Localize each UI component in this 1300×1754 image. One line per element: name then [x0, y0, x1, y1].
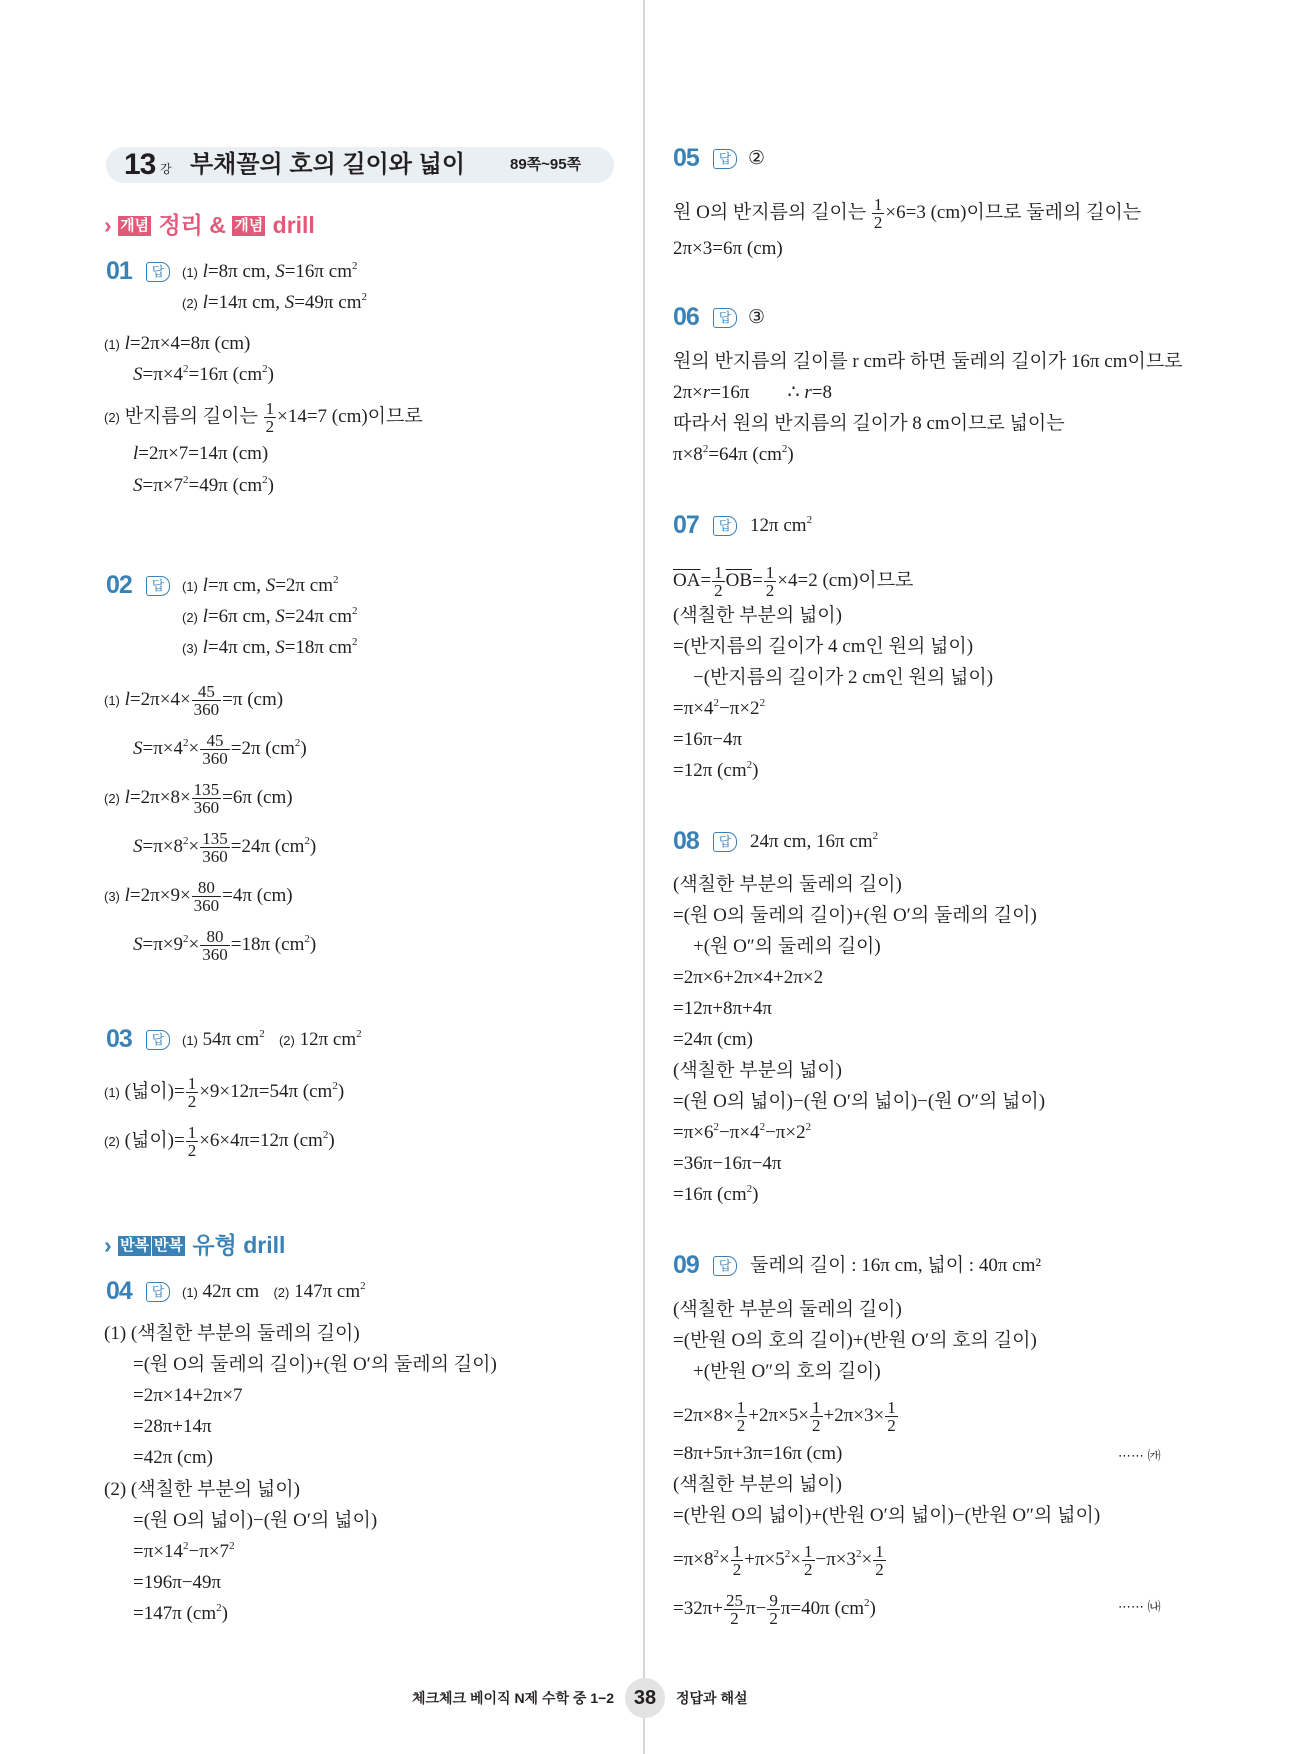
solution-line: $S=\pi\times 4^2\times$ $\frac{45}{360}$ =2π $(cm^2)$ [133, 731, 307, 768]
solution-line: =(원 O의 둘레의 길이)+(원 O′의 둘레의 길이) [133, 1354, 497, 1375]
problem-number: 06 [673, 303, 699, 331]
solution-line: =36π−16π−4π [673, 1153, 782, 1174]
solution-line: (색칠한 부분의 둘레의 길이) [673, 1299, 902, 1320]
lesson-unit: 강 [160, 162, 172, 176]
answer-label: 답 [713, 149, 737, 169]
footer-book-title: 체크체크 베이직 N제 수학 중 1−2 [412, 1690, 615, 1706]
solution-line: =12π $(cm^2)$ [673, 759, 759, 781]
solution-line: (1) l=2π×4=8π (cm) [104, 333, 251, 354]
solution-line: $\overline{OA}=$ $\frac{1}{2}$ $\overline{OB}=$ $\frac{1}{2}$ ×4=2 (cm)이므로 [673, 563, 914, 600]
section-word: 유형 [192, 1232, 237, 1258]
answer-label: 답 [146, 262, 170, 282]
solution-line: $=\pi\times 6^2-\pi\times 4^2-\pi\times 2^2$ [673, 1121, 812, 1143]
solution-line: =42π (cm) [133, 1447, 213, 1468]
solution-line: +(반원 O″의 호의 길이) [693, 1361, 881, 1382]
concept-box: 개념 [120, 217, 150, 234]
solution-line: =32π+ $\frac{25}{2}$ π− $\frac{9}{2}$ π=40π $(cm^2)$ [673, 1591, 876, 1628]
problem-number: 07 [673, 511, 699, 539]
answer-line: (3) l=4π cm, S=18π $cm^2$ [182, 636, 358, 658]
answer-line: 12π $cm^2$ [750, 514, 813, 536]
label-ga: ⋯⋯ ㈎ [1118, 1448, 1161, 1463]
solution-line: $S=\pi\times 9^2\times$ $\frac{80}{360}$ =18π $(cm^2)$ [133, 927, 317, 964]
section-word: drill [272, 212, 315, 238]
section-heading-concept [104, 210, 315, 240]
answer-line: 둘레의 길이 : 16π cm, 넓이 : 40π cm² [750, 1255, 1042, 1276]
solution-line: (3) l=2π×9× $\frac{80}{360}$ =4π (cm) [104, 878, 293, 915]
solution-line: +(원 O″의 둘레의 길이) [693, 936, 881, 957]
answer-label: 답 [713, 832, 737, 852]
solution-line: =2π×8× $\frac{1}{2}$ +2π×5× $\frac{1}{2}$ +2π×3× $\frac{1}{2}$ [673, 1398, 896, 1435]
answer-label: 답 [146, 1030, 170, 1050]
problem-number: 05 [673, 144, 699, 172]
solution-line: =24π (cm) [673, 1029, 753, 1050]
section-word: 정리 [158, 212, 203, 238]
answer-line: (1) 42π cm (2) 147π $cm^2$ [182, 1280, 366, 1302]
solution-line: (2) 반지름의 길이는 $\frac{1}{2}$ ×14=7 (cm)이므로 [104, 399, 423, 436]
solution-line: 원 O의 반지름의 길이는 $\frac{1}{2}$ ×6=3 (cm)이므로 둘레의 길이는 [673, 195, 1142, 232]
chevron-right-icon: › [104, 1232, 112, 1258]
solution-line: (2) l=2π×8× $\frac{135}{360}$ =6π (cm) [104, 780, 293, 817]
section-word: drill [243, 1232, 286, 1258]
solution-line: =28π+14π [133, 1416, 212, 1437]
solution-line: $S=\pi\times 7^2=49\pi$ $(cm^2)$ [133, 474, 274, 496]
solution-line: $S=\pi\times 4^2=16\pi$ $(cm^2)$ [133, 363, 274, 385]
solution-line: 2π×r=16π ∴ r=8 [673, 382, 832, 403]
solution-line: (2) (넓이)= $\frac{1}{2}$ ×6×4π=12π $(cm^2)$ [104, 1123, 335, 1160]
repeat-box: 반복 [120, 1237, 150, 1254]
solution-line: =(반지름의 길이가 4 cm인 원의 넓이) [673, 636, 974, 657]
problem-number: 08 [673, 827, 699, 855]
solution-line: 원의 반지름의 길이를 r cm라 하면 둘레의 길이가 16π cm이므로 [673, 351, 1183, 372]
page-number: 38 [625, 1678, 665, 1718]
answer-line: ② [748, 148, 766, 169]
answer-line: ③ [748, 307, 766, 328]
solution-line: =8π+5π+3π=16π (cm) [673, 1443, 843, 1464]
answer-label: 답 [713, 1256, 737, 1276]
solution-line: =147π $(cm^2)$ [133, 1602, 228, 1624]
solution-line: =(반원 O의 호의 길이)+(반원 O′의 호의 길이) [673, 1330, 1037, 1351]
solution-line: (색칠한 부분의 넓이) [673, 1474, 842, 1495]
problem-number: 09 [673, 1251, 699, 1279]
answer-line: 24π cm, 16π $cm^2$ [750, 830, 879, 852]
section-heading-type [104, 1230, 285, 1260]
solution-line: $=\pi\times 14^2-\pi\times 7^2$ [133, 1540, 235, 1562]
solution-line: 2π×3=6π (cm) [673, 238, 783, 259]
solution-line: =(원 O의 넓이)−(원 O′의 넓이)−(원 O″의 넓이) [673, 1091, 1046, 1112]
solution-line: (1) l=2π×4× $\frac{45}{360}$ =π (cm) [104, 682, 284, 719]
solution-line: $=\pi\times 8^2\times$ $\frac{1}{2}$ $+\pi\times 5^2\times$ $\frac{1}{2}$ $-\pi\times 3^2\times$ $\frac{1}{2}$ [673, 1542, 884, 1579]
lesson-pages: 89쪽~95쪽 [510, 156, 582, 173]
solution-line: (2) (색칠한 부분의 넓이) [104, 1479, 300, 1500]
answer-label: 답 [146, 1282, 170, 1302]
concept-box: 개념 [234, 217, 264, 234]
problem-number: 04 [106, 1277, 132, 1305]
solution-line: =(반원 O의 넓이)+(반원 O′의 넓이)−(반원 O″의 넓이) [673, 1505, 1101, 1526]
solution-line: (색칠한 부분의 둘레의 길이) [673, 874, 902, 895]
section-amp: & [209, 212, 226, 238]
answer-line: (2) l=6π cm, S=24π $cm^2$ [182, 605, 358, 627]
solution-line: $=\pi\times 4^2-\pi\times 2^2$ [673, 697, 766, 719]
lesson-number: 13 [124, 148, 156, 181]
solution-line: $S=\pi\times 8^2\times$ $\frac{135}{360}$ =24π $(cm^2)$ [133, 829, 317, 866]
solution-line: l=2π×7=14π (cm) [133, 443, 269, 464]
answer-line: (1) 54π $cm^2$ (2) 12π $cm^2$ [182, 1028, 362, 1050]
lesson-title: 부채꼴의 호의 길이와 넓이 [190, 151, 466, 178]
solution-line: =12π+8π+4π [673, 998, 772, 1019]
problem-number: 01 [106, 257, 132, 285]
answer-line: (2) l=14π cm, S=49π $cm^2$ [182, 291, 367, 313]
footer-section: 정답과 해설 [676, 1690, 748, 1706]
chevron-right-icon: › [104, 212, 112, 238]
answer-label: 답 [713, 516, 737, 536]
solution-line: 따라서 원의 반지름의 길이가 8 cm이므로 넓이는 [673, 413, 1065, 434]
solution-line: =2π×14+2π×7 [133, 1385, 243, 1406]
answer-label: 답 [713, 308, 737, 328]
solution-line: =16π−4π [673, 729, 743, 750]
solution-line: (색칠한 부분의 넓이) [673, 605, 842, 626]
solution-line: (1) (넓이)= $\frac{1}{2}$ ×9×12π=54π $(cm^2)$ [104, 1074, 345, 1111]
solution-line: =(원 O의 넓이)−(원 O′의 넓이) [133, 1510, 378, 1531]
solution-line: −(반지름의 길이가 2 cm인 원의 넓이) [693, 667, 994, 688]
solution-line: (색칠한 부분의 넓이) [673, 1060, 842, 1081]
answer-line: (1) l=π cm, S=2π $cm^2$ [182, 574, 339, 596]
problem-number: 02 [106, 571, 132, 599]
repeat-box: 반복 [154, 1237, 184, 1254]
solution-line: =16π $(cm^2)$ [673, 1183, 759, 1205]
problem-number: 03 [106, 1025, 132, 1053]
answer-label: 답 [146, 576, 170, 596]
column-divider [643, 0, 645, 1754]
solution-line: =2π×6+2π×4+2π×2 [673, 967, 824, 988]
solution-line: =(원 O의 둘레의 길이)+(원 O′의 둘레의 길이) [673, 905, 1037, 926]
answer-line: (1) l=8π cm, S=16π $cm^2$ [182, 260, 358, 282]
solution-line: (1) (색칠한 부분의 둘레의 길이) [104, 1323, 360, 1344]
label-na: ⋯⋯ ㈏ [1118, 1599, 1161, 1614]
solution-line: $\pi\times 8^2=64\pi$ $(cm^2)$ [673, 443, 794, 465]
solution-line: =196π−49π [133, 1572, 222, 1593]
